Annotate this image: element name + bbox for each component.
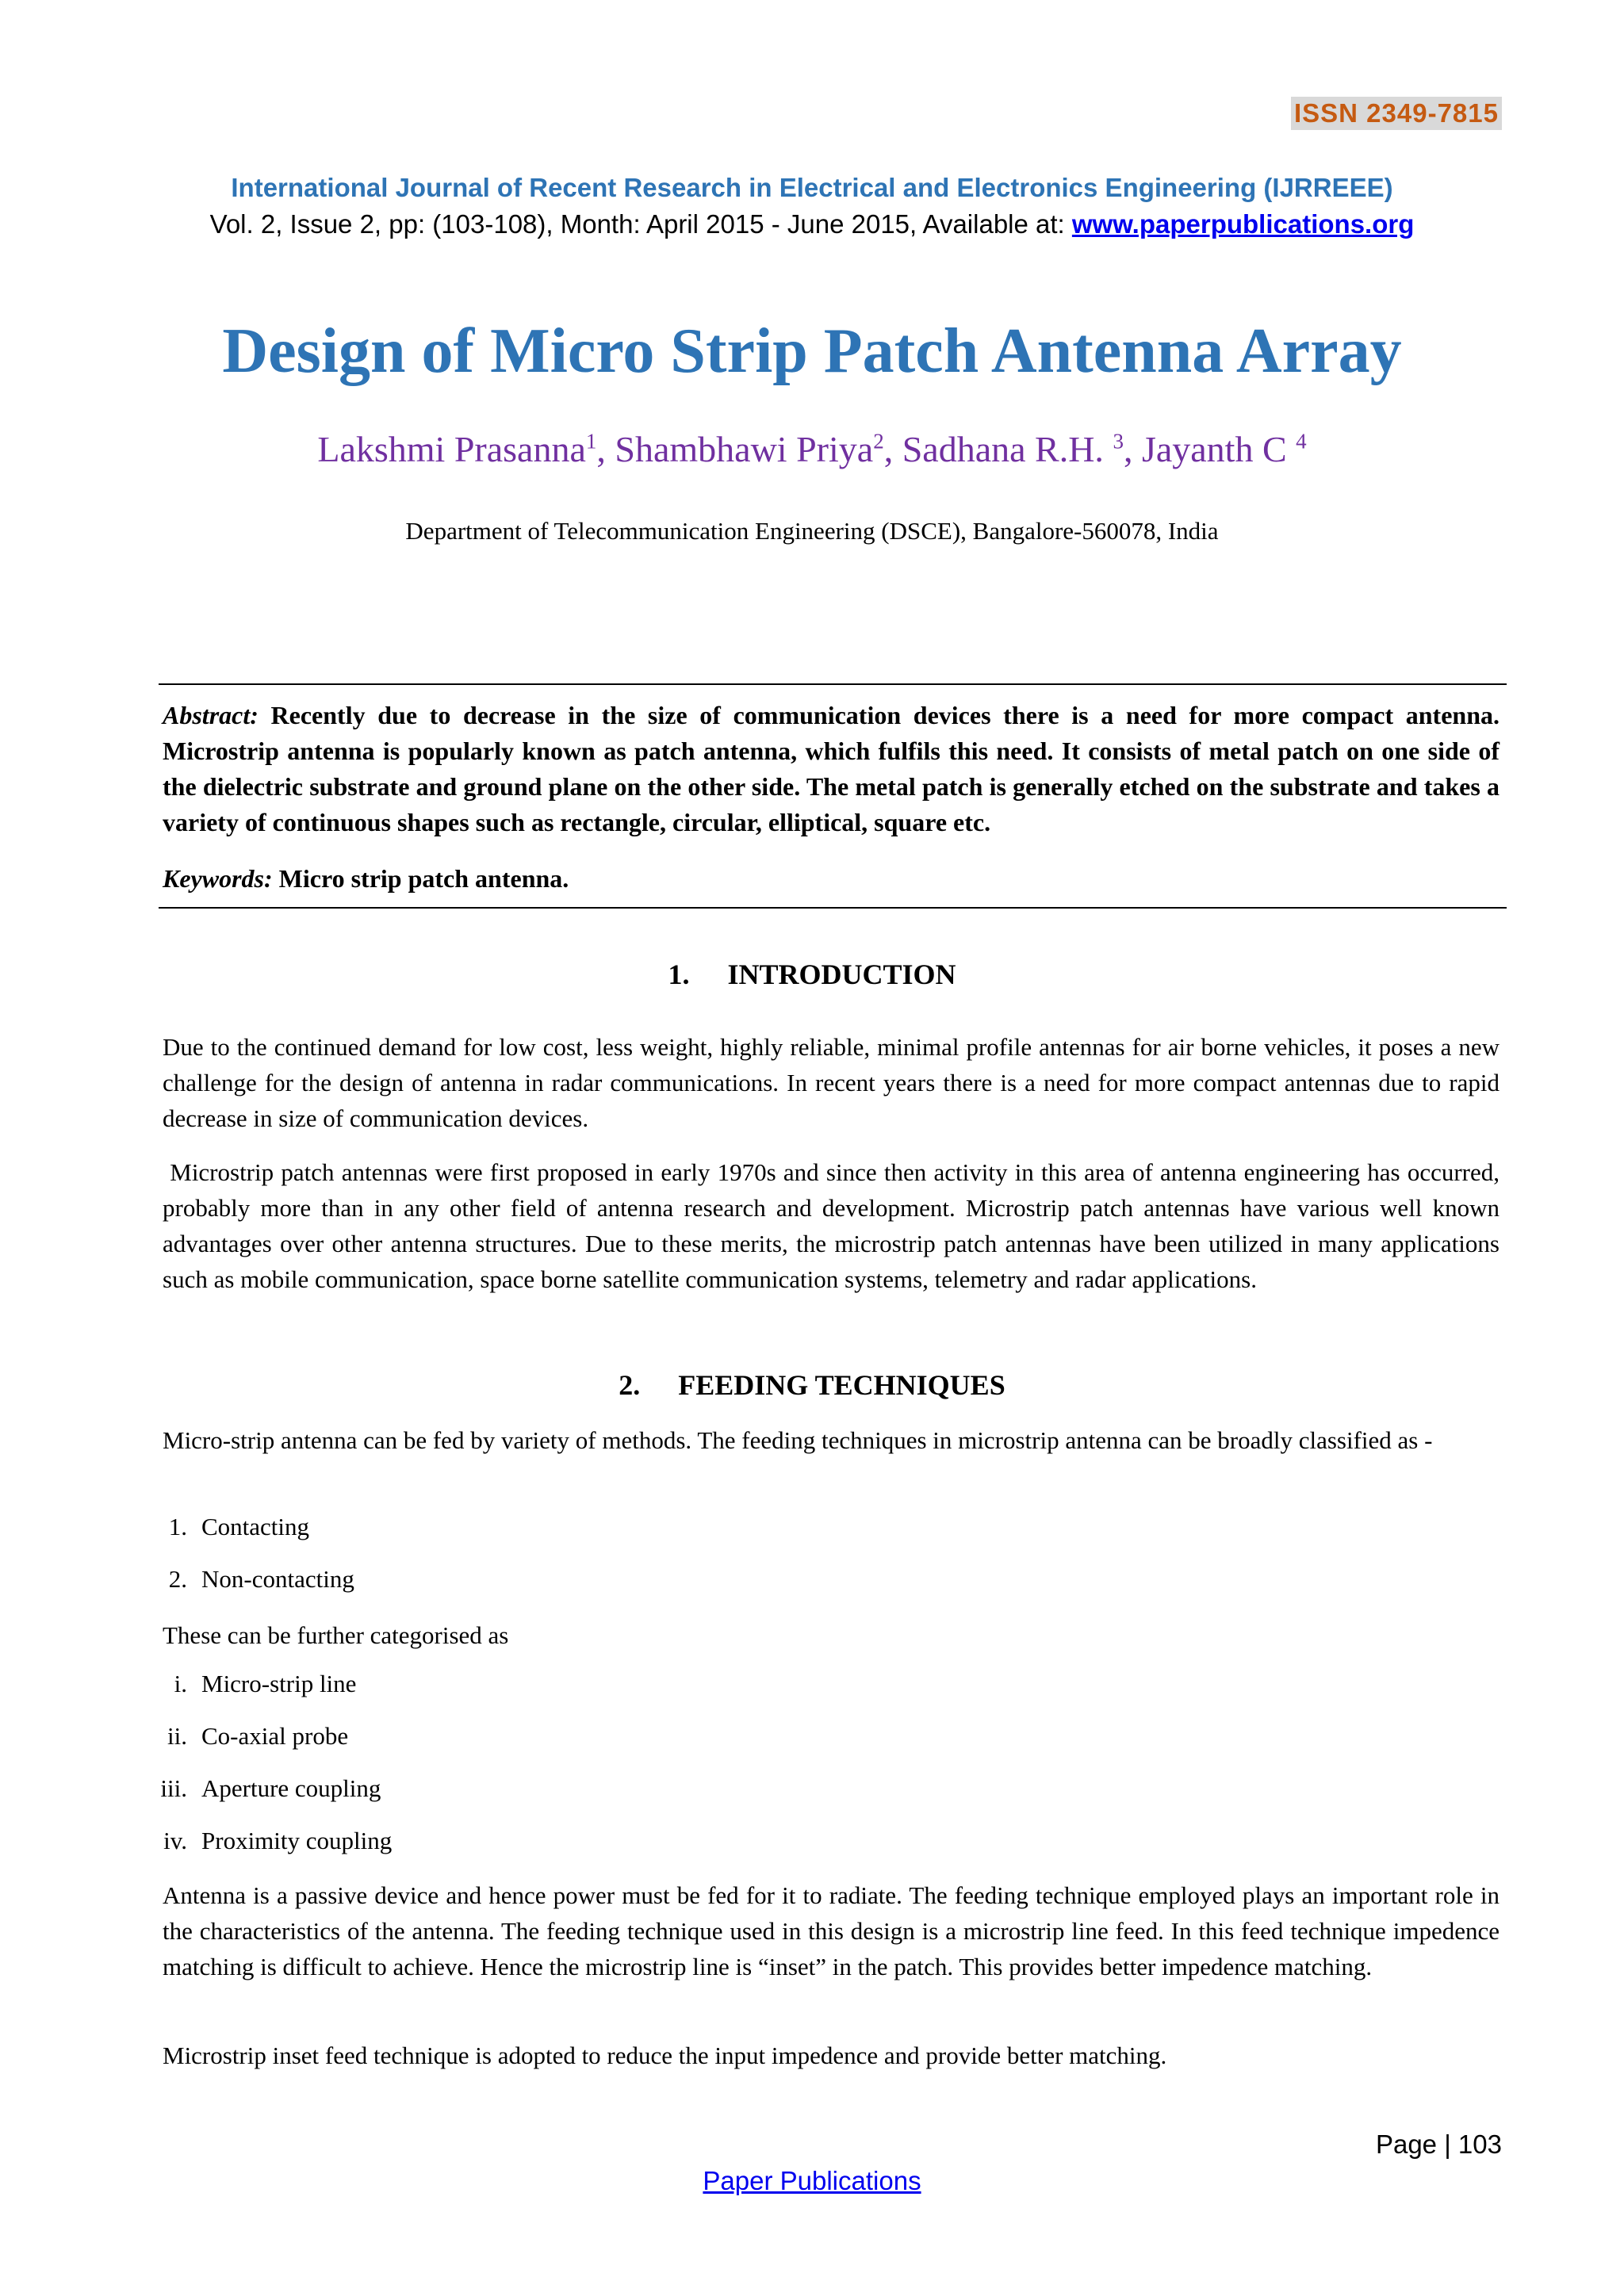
- section-number: 1.: [668, 959, 690, 990]
- list-item-text: Co-axial probe: [201, 1722, 349, 1750]
- list-marker: ii.: [167, 1722, 187, 1750]
- keywords-block: [163, 864, 1500, 894]
- list-marker: i.: [174, 1670, 187, 1697]
- author-separator: ,: [596, 429, 615, 469]
- list-item: [168, 1565, 354, 1594]
- section-heading-feeding-techniques: [0, 1368, 1624, 1402]
- author-affil-mark: 3: [1113, 429, 1124, 453]
- abstract-text: Recently due to decrease in the size of communication devices there is a need for more compact antenna. Microstrip antenna is popularly known as patch antenna, which fulfils this need. It consists of metal patch on one side of the dielectric substrate and ground plane on the other side. The metal patch is generally etched on the substrate and takes a variety of continuous shapes such as rectangle, circular, elliptical, square etc.: [163, 701, 1500, 836]
- abstract-top-rule: [159, 683, 1507, 685]
- list-item: [167, 1722, 349, 1751]
- section-title: INTRODUCTION: [727, 959, 956, 990]
- list-item-text: Contacting: [201, 1513, 310, 1540]
- list-marker: 2.: [168, 1565, 187, 1593]
- abstract-bottom-rule: [159, 907, 1507, 909]
- page-number: Page | 103: [1375, 2130, 1502, 2159]
- list-item-text: Non-contacting: [201, 1565, 354, 1593]
- list-item: [163, 1827, 393, 1855]
- paragraph: Due to the continued demand for low cost, less weight, highly reliable, minimal profile antennas for air borne vehicles, it poses a new challenge for the design of antenna in radar communications. In recent years there is a need for more compact antennas due to rapid decrease in size of communication devices.: [163, 1033, 1500, 1132]
- author-list: [0, 428, 1624, 470]
- list-item: [168, 1513, 310, 1541]
- author-separator: ,: [883, 429, 902, 469]
- author-affil-mark: 4: [1296, 429, 1307, 453]
- publisher-link[interactable]: Paper Publications: [703, 2166, 921, 2195]
- paragraph: These can be further categorised as: [163, 1621, 509, 1649]
- list-item: [174, 1670, 357, 1698]
- paragraph: Antenna is a passive device and hence power must be fed for it to radiate. The feeding technique employed plays an important role in the characteristics of the antenna. The feeding technique used in this design is a microstrip line feed. In this feed technique impedence matching is difficult to achieve. Hence the microstrip line is “inset” in the patch. This provides better impedence matching.: [163, 1881, 1500, 1980]
- keywords-label: Keywords:: [163, 864, 273, 893]
- keywords-text: Micro strip patch antenna.: [272, 864, 569, 893]
- website-link[interactable]: www.paperpublications.org: [1071, 209, 1415, 239]
- section-title: FEEDING TECHNIQUES: [678, 1369, 1005, 1401]
- author-separator: ,: [1123, 429, 1142, 469]
- list-item: [160, 1774, 381, 1803]
- abstract-label: Abstract:: [163, 701, 259, 729]
- author-affil-mark: 1: [585, 429, 597, 453]
- author-affil-mark: 2: [873, 429, 884, 453]
- paragraph: Micro-strip antenna can be fed by variety of methods. The feeding techniques in microstrip antenna can be broadly classified as -: [163, 1426, 1433, 1454]
- list-marker: iii.: [160, 1774, 187, 1802]
- volume-text: Vol. 2, Issue 2, pp: (103-108), Month: April 2015 - June 2015, Available at:: [209, 209, 1072, 239]
- author-name: Lakshmi Prasanna: [317, 429, 586, 469]
- list-marker: 1.: [168, 1513, 187, 1540]
- volume-line: [0, 209, 1624, 239]
- paper-title: Design of Micro Strip Patch Antenna Array: [222, 316, 1402, 386]
- section-number: 2.: [619, 1369, 641, 1401]
- list-item-text: Aperture coupling: [201, 1774, 381, 1802]
- footer: [0, 2166, 1624, 2196]
- list-marker: iv.: [163, 1827, 187, 1854]
- section-heading-introduction: [0, 958, 1624, 991]
- affiliation: Department of Telecommunication Engineering (DSCE), Bangalore-560078, India: [405, 517, 1219, 545]
- paragraph: Microstrip inset feed technique is adopted to reduce the input impedence and provide better matching.: [163, 2042, 1167, 2069]
- author-name: Shambhawi Priya: [615, 429, 874, 469]
- journal-name: International Journal of Recent Research in Electrical and Electronics Engineering (IJRREEE): [231, 173, 1393, 202]
- paragraph: [163, 1154, 1500, 1297]
- issn-badge: ISSN 2349-7815: [1291, 97, 1502, 130]
- author-name: Sadhana R.H.: [902, 429, 1113, 469]
- paragraph-text: Microstrip patch antennas were first proposed in early 1970s and since then activity in this area of antenna engineering has occurred, probably more than in any other field of antenna research and development. Microstrip patch antennas have various well known advantages over other antenna structures. Due to these merits, the microstrip patch antennas have been utilized in many applications such as mobile communication, space borne satellite communication systems, telemetry and radar applications.: [163, 1158, 1500, 1293]
- list-item-text: Proximity coupling: [201, 1827, 393, 1854]
- list-item-text: Micro-strip line: [201, 1670, 357, 1697]
- abstract-block: [163, 698, 1500, 840]
- author-name: Jayanth C: [1141, 429, 1297, 469]
